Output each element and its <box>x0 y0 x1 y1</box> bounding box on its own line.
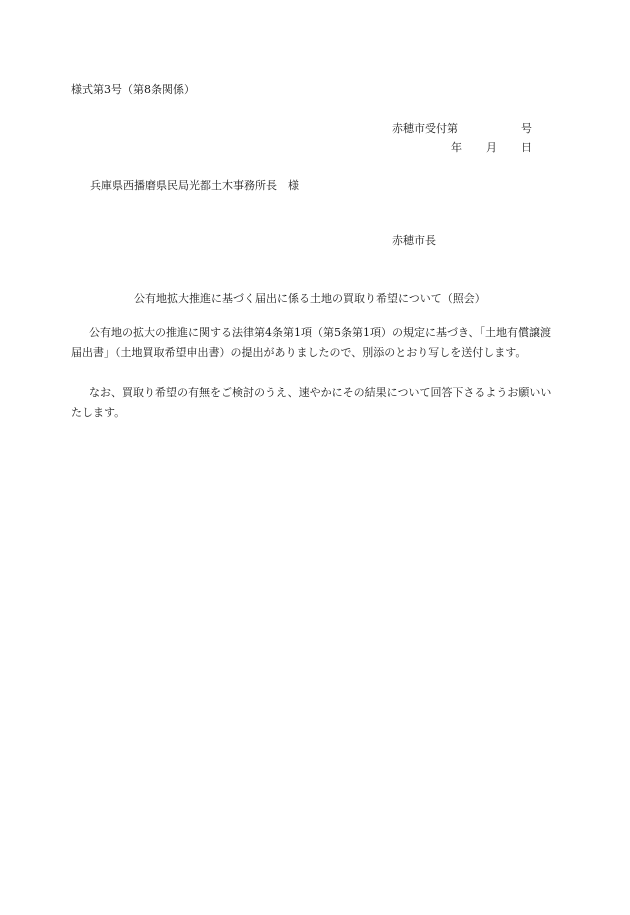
receipt-number-suffix: 号 <box>521 122 532 135</box>
body-paragraph-1: 公有地の拡大の推進に関する法律第4条第1項（第5条第1項）の規定に基づき、「土地有償譲渡届出書」（土地買取希望申出書）の提出がありましたので、別添のとおり写しを送付します。 <box>71 326 552 359</box>
date-day-label: 日 <box>521 141 532 154</box>
sender: 赤穂市長 <box>392 234 436 247</box>
receipt-number-label: 赤穂市受付第 <box>392 122 458 135</box>
document-subject: 公有地拡大推進に基づく届出に係る土地の買取り希望について（照会） <box>134 292 486 305</box>
form-number: 様式第3号（第8条関係） <box>71 83 195 96</box>
date-year-label: 年 <box>451 141 462 154</box>
body-paragraph-2: なお、買取り希望の有無をご検討のうえ、速やかにその結果について回答下さるようお願いいたします。 <box>71 386 552 419</box>
addressee: 兵庫県西播磨県民局光都土木事務所長 様 <box>90 179 299 192</box>
date-month-label: 月 <box>486 141 497 154</box>
